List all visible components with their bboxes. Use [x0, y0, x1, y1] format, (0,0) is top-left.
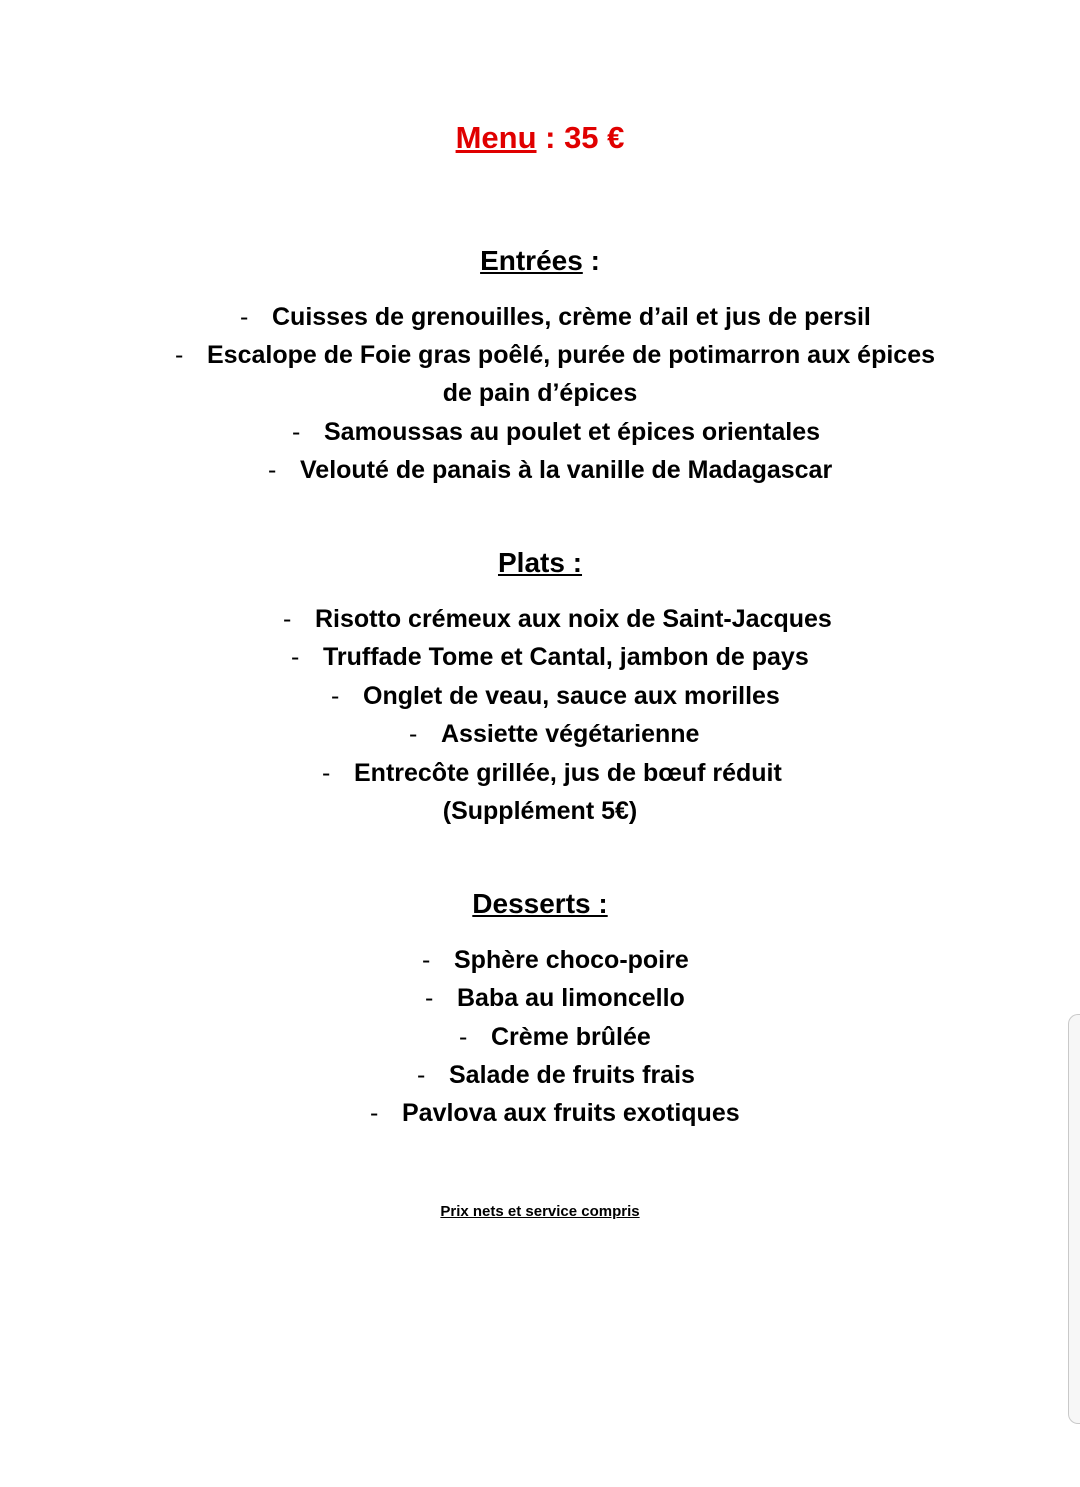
- entree-item: [240, 298, 871, 336]
- list-dash: -: [291, 643, 300, 671]
- list-dash: -: [422, 946, 431, 974]
- entree-item-label: Samoussas au poulet et épices orientales: [324, 418, 821, 446]
- plat-item-label: Entrecôte grillée, jus de bœuf réduit: [354, 759, 782, 787]
- plats-heading-word: Plats :: [497, 547, 583, 578]
- list-dash: -: [425, 984, 434, 1012]
- entree-item: [175, 336, 935, 374]
- menu-title: [0, 116, 1080, 160]
- list-dash: -: [370, 1099, 379, 1127]
- entree-item-label: Escalope de Foie gras poêlé, purée de potimarron aux épices: [207, 341, 936, 369]
- plat-item-label: Assiette végétarienne: [441, 720, 700, 748]
- entrees-heading-colon: :: [582, 245, 600, 276]
- footer-note: Prix nets et service compris: [440, 1203, 640, 1220]
- plat-item-label: Risotto crémeux aux noix de Saint-Jacques: [315, 605, 832, 633]
- entrees-heading-word: Entrées: [480, 245, 583, 276]
- list-dash: -: [175, 341, 184, 369]
- plat-supplement: (Supplément 5€): [442, 797, 638, 825]
- list-dash: -: [409, 720, 418, 748]
- plat-item: [291, 638, 809, 676]
- dessert-item: [417, 1056, 695, 1094]
- dessert-item-label: Crème brûlée: [491, 1023, 651, 1051]
- entree-item-label: Velouté de panais à la vanille de Madagascar: [300, 456, 833, 484]
- plat-item: [283, 600, 832, 638]
- list-dash: -: [283, 605, 292, 633]
- list-dash: -: [240, 303, 249, 331]
- dessert-item: [422, 941, 689, 979]
- plat-item: [331, 677, 780, 715]
- dessert-item-label: Salade de fruits frais: [449, 1061, 695, 1089]
- list-dash: -: [322, 759, 331, 787]
- entree-item: [292, 413, 820, 451]
- dessert-item-label: Baba au limoncello: [457, 984, 685, 1012]
- menu-title-word: Menu: [455, 120, 537, 155]
- list-dash: -: [417, 1061, 426, 1089]
- entrees-heading: [0, 242, 1080, 280]
- list-dash: -: [292, 418, 301, 446]
- list-dash: -: [459, 1023, 468, 1051]
- dessert-item: [459, 1018, 651, 1056]
- menu-title-price: : 35 €: [536, 120, 625, 155]
- entree-item-continuation: de pain d’épices: [442, 379, 638, 407]
- dessert-item-label: Pavlova aux fruits exotiques: [402, 1099, 740, 1127]
- plat-item-label: Onglet de veau, sauce aux morilles: [363, 682, 780, 710]
- desserts-heading-word: Desserts :: [472, 888, 608, 919]
- plat-item: [409, 715, 699, 753]
- plat-item: [322, 754, 782, 792]
- desserts-heading: [0, 885, 1080, 923]
- dessert-item: [425, 979, 685, 1017]
- list-dash: -: [331, 682, 340, 710]
- dessert-item-label: Sphère choco-poire: [454, 946, 689, 974]
- plats-heading: [0, 544, 1080, 582]
- entree-item: [268, 451, 832, 489]
- entree-item-label: Cuisses de grenouilles, crème d’ail et jus de persil: [272, 303, 871, 331]
- dessert-item: [370, 1094, 740, 1132]
- plat-item-label: Truffade Tome et Cantal, jambon de pays: [323, 643, 809, 671]
- scroll-handle[interactable]: [1068, 1014, 1080, 1424]
- list-dash: -: [268, 456, 277, 484]
